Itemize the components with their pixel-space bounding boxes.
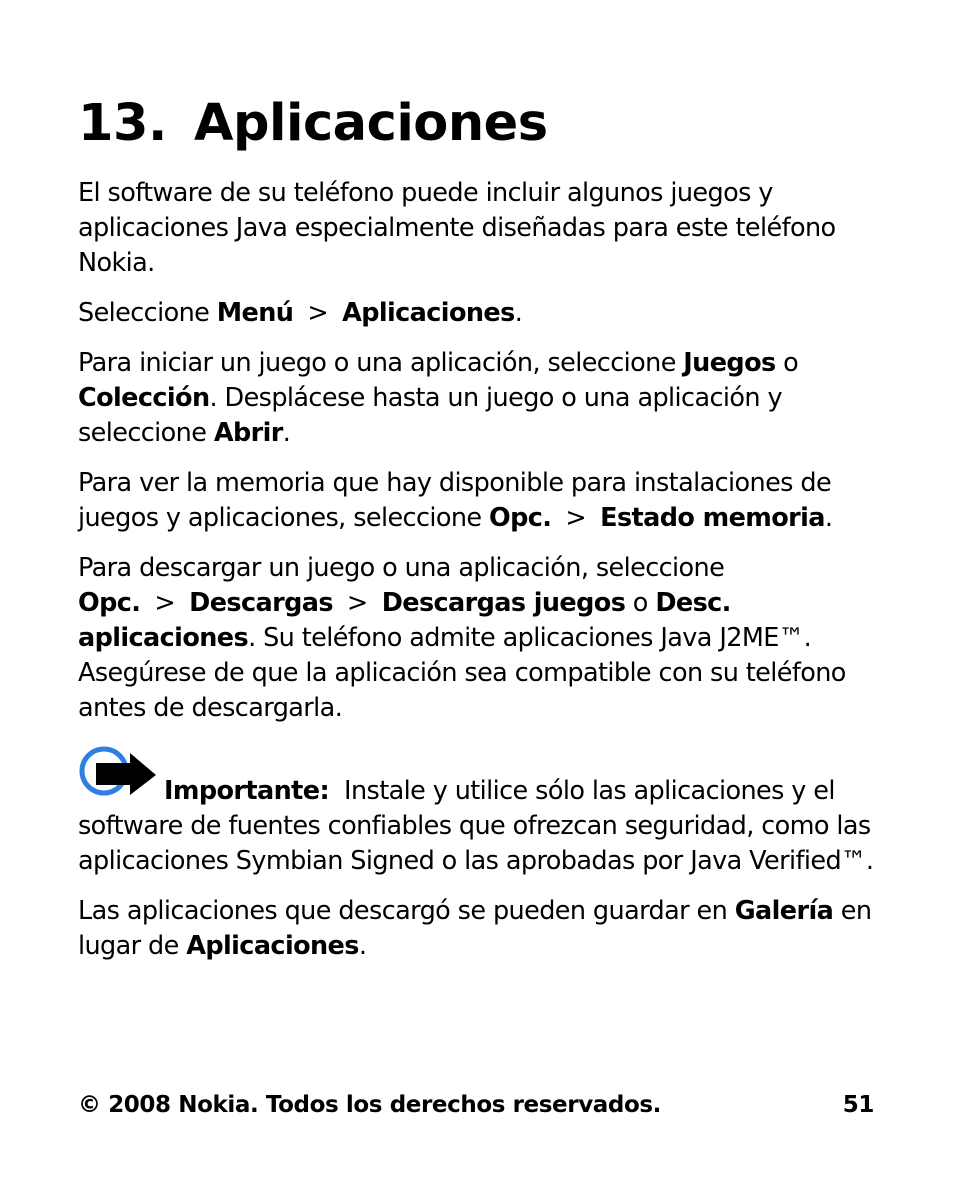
important-note <box>78 741 878 879</box>
download-text-1: Para descargar un juego o una aplicación, seleccione <box>78 553 725 583</box>
collection-label: Colección <box>78 383 210 413</box>
downloads-label: Descargas <box>189 588 333 618</box>
game-downloads-label: Descargas juegos <box>381 588 626 618</box>
start-text-2: o <box>775 348 799 378</box>
page-content <box>78 92 878 979</box>
chapter-heading <box>78 92 878 156</box>
app-downloads-label: Desc. aplicaciones <box>78 588 731 653</box>
start-app-paragraph <box>78 346 878 451</box>
path-separator: > <box>565 503 587 533</box>
applications-label: Aplicaciones <box>342 298 515 328</box>
gallery-text-2: en lugar de <box>78 896 872 961</box>
important-note-icon <box>78 741 160 803</box>
open-label: Abrir <box>213 418 283 448</box>
chapter-number: 13. <box>78 94 167 153</box>
memory-paragraph <box>78 466 878 536</box>
options-label: Opc. <box>489 503 552 533</box>
select-prefix: Seleccione <box>78 298 217 328</box>
page-number: 51 <box>842 1092 874 1118</box>
start-text-3: . Desplácese hasta un juego o una aplicación y seleccione <box>78 383 782 448</box>
download-text-2: o <box>625 588 656 618</box>
important-text: Instale y utilice sólo las aplicaciones y el software de fuentes confiables que ofrezcan seguridad, como las aplicaciones Symbian Signed o las aprobadas por Java Verified™. <box>78 776 879 876</box>
gallery-label: Galería <box>734 896 834 926</box>
path-separator: > <box>346 588 368 618</box>
copyright-notice: © 2008 Nokia. Todos los derechos reservados. <box>78 1092 661 1118</box>
download-paragraph <box>78 551 878 726</box>
path-separator: > <box>154 588 176 618</box>
download-text-3: . Su teléfono admite aplicaciones Java J2ME™. Asegúrese de que la aplicación sea compatible con su teléfono antes de descargarla. <box>78 623 846 723</box>
start-text-4: . <box>282 418 291 448</box>
important-label: Importante: <box>164 776 330 806</box>
select-suffix: . <box>514 298 523 328</box>
options-label: Opc. <box>78 588 141 618</box>
gallery-text-3: . <box>358 931 367 961</box>
intro-paragraph: El software de su teléfono puede incluir algunos juegos y aplicaciones Java especialmente diseñadas para este teléfono Nokia. <box>78 178 836 278</box>
chapter-title: Aplicaciones <box>194 94 548 153</box>
menu-label: Menú <box>216 298 294 328</box>
memory-status-label: Estado memoria <box>600 503 825 533</box>
games-label: Juegos <box>683 348 776 378</box>
start-text-1: Para iniciar un juego o una aplicación, seleccione <box>78 348 684 378</box>
page-footer <box>78 1088 874 1122</box>
memory-text-2: . <box>824 503 833 533</box>
memory-text-1: Para ver la memoria que hay disponible para instalaciones de juegos y aplicaciones, seleccione <box>78 468 832 533</box>
path-separator: > <box>307 298 329 328</box>
gallery-text-1: Las aplicaciones que descargó se pueden guardar en <box>78 896 735 926</box>
select-path-paragraph <box>78 296 878 331</box>
gallery-paragraph <box>78 894 878 964</box>
applications-label: Aplicaciones <box>186 931 359 961</box>
